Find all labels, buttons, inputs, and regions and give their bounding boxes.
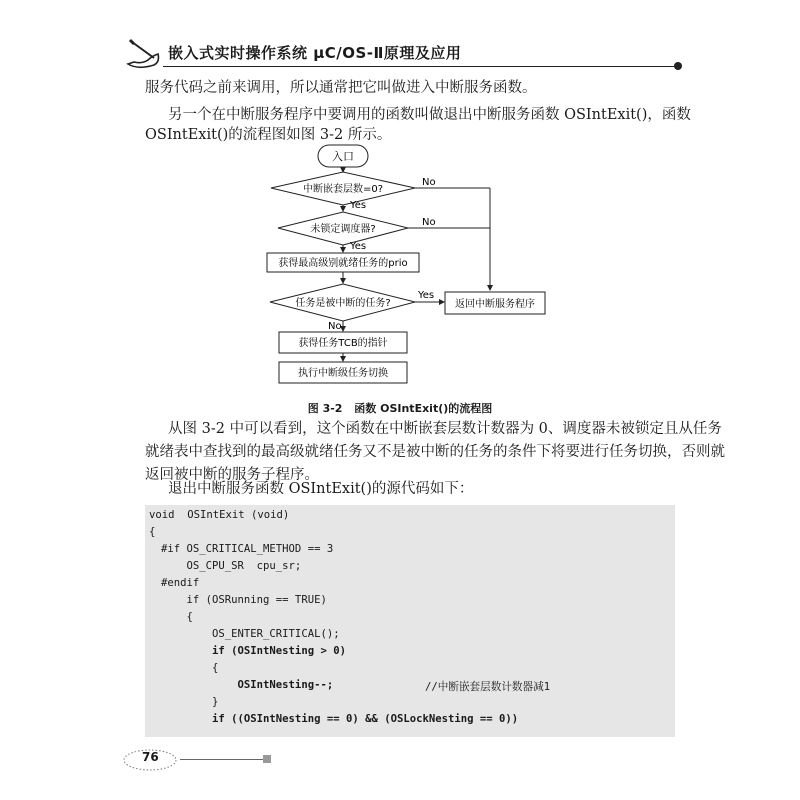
paragraph-line: 返回被中断的服务子程序。 <box>145 467 319 483</box>
flow-no-label: No <box>422 177 436 188</box>
code-line: void OSIntExit (void) <box>149 509 290 521</box>
flow-yes-label: Yes <box>350 241 367 252</box>
code-line: } <box>161 696 219 708</box>
flow-entry-label: 入口 <box>332 150 354 163</box>
paragraph-line: OSIntExit()的流程图如图 3-2 所示。 <box>145 127 392 143</box>
flow-yes-label: Yes <box>350 200 367 211</box>
flow-no-label: No <box>328 321 342 332</box>
code-line: if (OSRunning == TRUE) <box>161 594 327 606</box>
footer-square <box>263 755 271 763</box>
code-line: { <box>161 662 219 674</box>
figure-title: 函数 OSIntExit()的流程图 <box>354 402 493 415</box>
flow-no-label: No <box>422 217 436 228</box>
flow-process1-label: 获得最高级别就绪任务的prio <box>278 258 408 269</box>
flow-decision3-label: 任务是被中断的任务? <box>295 298 391 309</box>
flow-return-label: 返回中断服务程序 <box>455 299 535 310</box>
flow-decision1-label: 中断嵌套层数=0? <box>302 184 384 195</box>
code-line: OS_ENTER_CRITICAL(); <box>161 628 340 640</box>
figure-number: 图 3-2 <box>307 402 343 415</box>
paragraph-line: 服务代码之前来调用，所以通常把它叫做进入中断服务函数。 <box>145 80 537 96</box>
paragraph-line: 就绪表中查找到的最高级就绪任务又不是被中断的任务的条件下将要进行任务切换，否则就 <box>145 444 725 460</box>
code-line: #endif <box>161 577 200 589</box>
page-footer <box>120 748 270 772</box>
paragraph-line: 另一个在中断服务程序中要调用的函数叫做退出中断服务函数 OSIntExit()，函数 <box>168 107 691 123</box>
code-comment: //中断嵌套层数计数器减1 <box>425 681 551 693</box>
code-line: { <box>149 526 156 538</box>
code-line: #if OS_CRITICAL_METHOD == 3 <box>161 543 334 555</box>
code-line: if ((OSIntNesting == 0) && (OSLockNesting == 0)) <box>161 713 519 725</box>
flow-process3-label: 执行中断级任务切换 <box>298 368 388 379</box>
page-number: 76 <box>142 750 159 764</box>
flow-yes-label: Yes <box>418 290 435 301</box>
code-line: { <box>161 611 193 623</box>
book-title: 嵌入式实时操作系统 μC/OS-Ⅱ原理及应用 <box>168 44 462 62</box>
figure-caption <box>0 400 800 416</box>
code-line: OSIntNesting--; <box>161 679 334 691</box>
paragraph-line: 退出中断服务函数 OSIntExit()的源代码如下： <box>168 481 474 497</box>
code-line: if (OSIntNesting > 0) <box>161 645 346 657</box>
footer-rule <box>180 759 265 760</box>
code-line: OS_CPU_SR cpu_sr; <box>161 560 302 572</box>
flow-decision2-label: 未锁定调度器? <box>310 224 376 235</box>
paragraph-line: 从图 3-2 中可以看到，这个函数在中断嵌套层数计数器为 0、调度器未被锁定且从任务 <box>168 421 722 437</box>
code-block <box>145 505 675 737</box>
flow-process2-label: 获得任务TCB的指针 <box>298 338 388 349</box>
